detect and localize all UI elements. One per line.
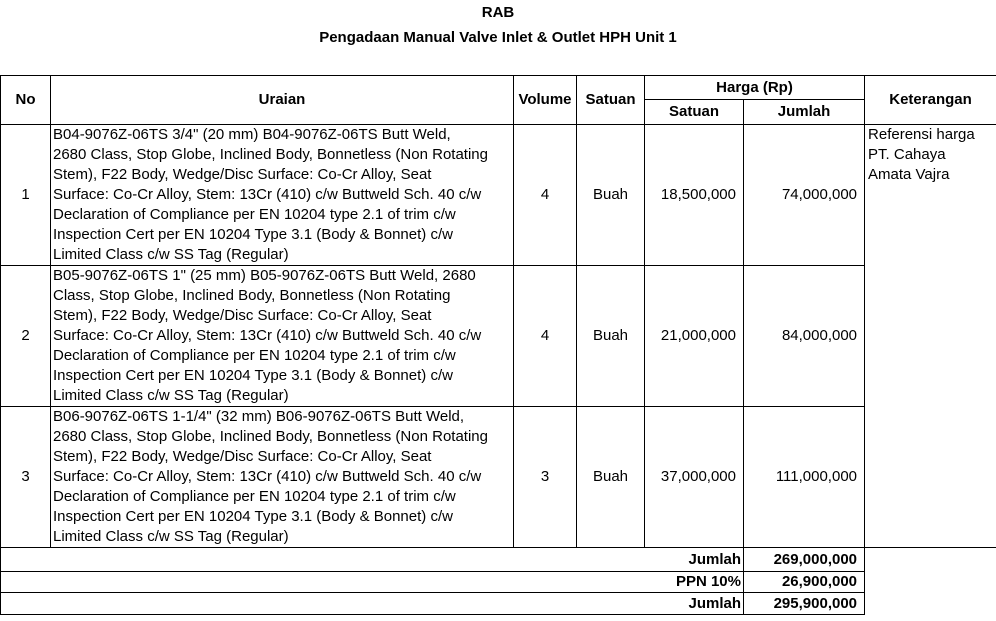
row-uraian: B06-9076Z-06TS 1-1/4" (32 mm) B06-9076Z-06TS Butt Weld, 2680 Class, Stop Globe, Inclined Body, Bonnetless (Non Rotating Stem), F22 Body, Wedge/Disc Surface: Co-Cr Alloy, Seat Surface: Co-Cr Alloy, Stem: 13Cr (410) c/w Buttweld Sch. 40 c/w Declaration of Compliance per EN 10204 type 2.1 of trim c/w Inspection Cert per EN 10204 Type 3.1 (Body & Bonnet) c/w Limited Class c/w SS Tag (Regular) <box>51 407 514 548</box>
row-uraian: B04-9076Z-06TS 3/4" (20 mm) B04-9076Z-06TS Butt Weld, 2680 Class, Stop Globe, Inclined Body, Bonnetless (Non Rotating Stem), F22 Body, Wedge/Disc Surface: Co-Cr Alloy, Seat Surface: Co-Cr Alloy, Stem: 13Cr (410) c/w Buttweld Sch. 40 c/w Declaration of Compliance per EN 10204 type 2.1 of trim c/w Inspection Cert per EN 10204 Type 3.1 (Body & Bonnet) c/w Limited Class c/w SS Tag (Regular) <box>51 125 514 266</box>
row-harga-satuan: 21,000,000 <box>645 266 744 407</box>
grand-total-label: Jumlah <box>1 593 744 615</box>
ppn-value: 26,900,000 <box>744 572 865 593</box>
header-harga: Harga (Rp) <box>645 76 865 100</box>
empty-cell <box>865 548 996 615</box>
header-volume: Volume <box>514 76 577 125</box>
row-volume: 4 <box>514 125 577 266</box>
rab-table <box>0 75 996 615</box>
header-harga-satuan: Satuan <box>645 100 744 125</box>
ppn-label: PPN 10% <box>1 572 744 593</box>
row-volume: 4 <box>514 266 577 407</box>
grand-total-value: 295,900,000 <box>744 593 865 615</box>
header-harga-jumlah: Jumlah <box>744 100 865 125</box>
row-no: 1 <box>1 125 51 266</box>
total-value: 269,000,000 <box>744 548 865 572</box>
row-jumlah: 74,000,000 <box>744 125 865 266</box>
ppn-row <box>1 572 996 593</box>
document-subtitle: Pengadaan Manual Valve Inlet & Outlet HPH Unit 1 <box>319 29 677 46</box>
grand-total-row <box>1 593 996 615</box>
row-jumlah: 84,000,000 <box>744 266 865 407</box>
row-satuan: Buah <box>577 125 645 266</box>
row-harga-satuan: 18,500,000 <box>645 125 744 266</box>
row-no: 3 <box>1 407 51 548</box>
keterangan-cell: Referensi harga PT. Cahaya Amata Vajra <box>865 125 996 548</box>
row-uraian: B05-9076Z-06TS 1" (25 mm) B05-9076Z-06TS Butt Weld, 2680 Class, Stop Globe, Inclined Body, Bonnetless (Non Rotating Stem), F22 Body, Wedge/Disc Surface: Co-Cr Alloy, Seat Surface: Co-Cr Alloy, Stem: 13Cr (410) c/w Buttweld Sch. 40 c/w Declaration of Compliance per EN 10204 type 2.1 of trim c/w Inspection Cert per EN 10204 Type 3.1 (Body & Bonnet) c/w Limited Class c/w SS Tag (Regular) <box>51 266 514 407</box>
table-row <box>1 266 996 407</box>
document-title: RAB <box>481 4 515 21</box>
total-label: Jumlah <box>1 548 744 572</box>
total-row <box>1 548 996 572</box>
row-jumlah: 111,000,000 <box>744 407 865 548</box>
row-volume: 3 <box>514 407 577 548</box>
row-satuan: Buah <box>577 407 645 548</box>
header-uraian: Uraian <box>51 76 514 125</box>
row-harga-satuan: 37,000,000 <box>645 407 744 548</box>
header-satuan: Satuan <box>577 76 645 125</box>
table-row <box>1 407 996 548</box>
header-row <box>1 76 996 100</box>
row-no: 2 <box>1 266 51 407</box>
table-row <box>1 125 996 266</box>
header-keterangan: Keterangan <box>865 76 996 125</box>
row-satuan: Buah <box>577 266 645 407</box>
header-no: No <box>1 76 51 125</box>
